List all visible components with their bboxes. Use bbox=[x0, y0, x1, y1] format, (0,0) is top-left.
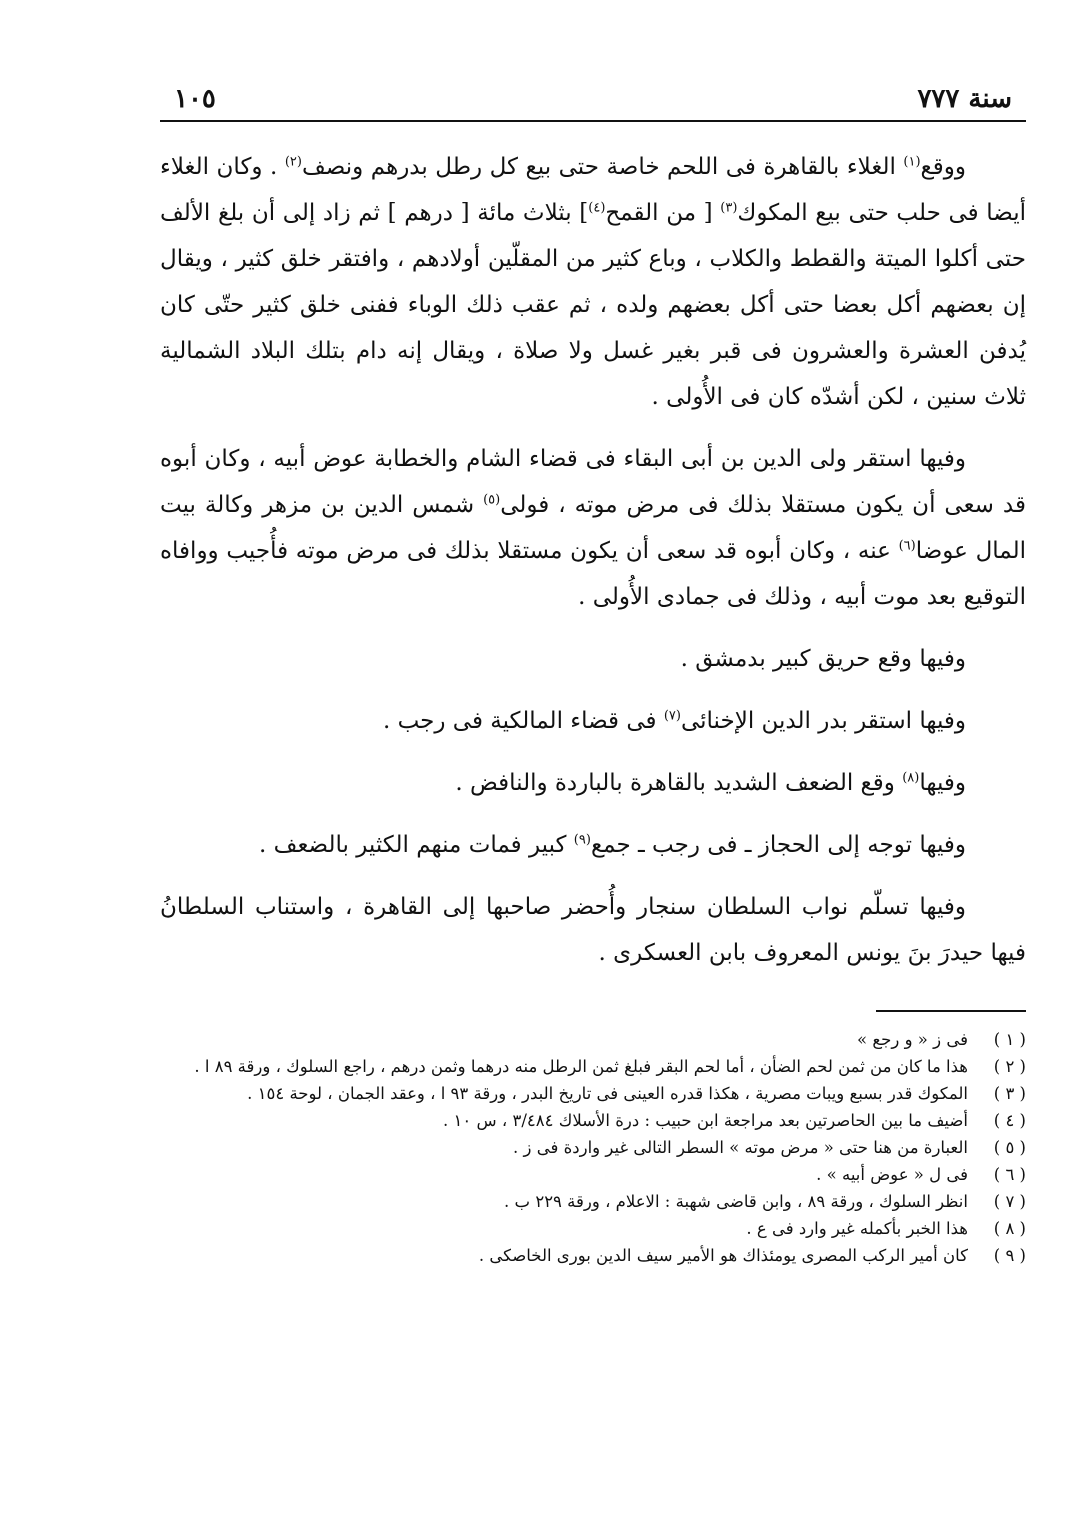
footnote-number: ( ٦ ) bbox=[993, 1165, 1026, 1184]
footnote-reference: (٣) bbox=[720, 200, 738, 216]
footnote-reference: (٩) bbox=[573, 832, 591, 848]
paragraph bbox=[160, 698, 1026, 744]
text-segment: عنه ، وكان أبوه قد سعى أن يكون مستقلا بذلك فى مرض موته فأُجيب ووافاه التوقيع بعد موت أبيه ، وذلك فى جمادى الأُولى . bbox=[160, 538, 1026, 610]
text-segment: وفيها تسلّم نواب السلطان سنجار وأُحضر صاحبها إلى القاهرة ، واستناب السلطانُ فيها حيدرَ بنَ يونس المعروف بابن العسكرى . bbox=[160, 894, 1026, 966]
footnotes bbox=[160, 1026, 1026, 1269]
footnote-reference: (٧) bbox=[663, 708, 681, 724]
footnote bbox=[160, 1161, 1026, 1188]
footnote-reference: (٥) bbox=[483, 492, 501, 508]
footnote-number: ( ٣ ) bbox=[993, 1084, 1026, 1103]
paragraph bbox=[160, 144, 1026, 420]
footnote-text: كان أمير الركب المصرى يومئذاك هو الأمير سيف الدين بورى الخاصكى . bbox=[478, 1246, 968, 1265]
text-segment: ووقع bbox=[920, 154, 966, 180]
footnote-reference: (٤) bbox=[588, 200, 606, 216]
main-text bbox=[160, 144, 1026, 976]
text-segment: وفيها bbox=[919, 770, 966, 796]
footnote-number: ( ٤ ) bbox=[993, 1111, 1026, 1130]
footnote-number: ( ٨ ) bbox=[993, 1219, 1026, 1238]
footnote-text: فى ز « و رجع » bbox=[857, 1030, 968, 1049]
footnote bbox=[160, 1215, 1026, 1242]
footnote-number: ( ٢ ) bbox=[993, 1057, 1026, 1076]
footnote bbox=[160, 1242, 1026, 1269]
text-segment: . وكان الغلاء أيضا فى حلب حتى بيع المكوك bbox=[160, 154, 1026, 226]
text-segment: وفيها استقر ولى الدين بن أبى البقاء فى قضاء الشام والخطابة عوض أبيه ، وكان أبوه قد سعى أن يكون مستقلا بذلك فى مرض موته ، فولى bbox=[160, 446, 1026, 518]
footnote-number: ( ٧ ) bbox=[993, 1192, 1026, 1211]
text-segment: وقع الضعف الشديد بالقاهرة بالباردة والنافض . bbox=[455, 770, 903, 796]
text-segment: وفيها توجه إلى الحجاز ـ فى رجب ـ جمع bbox=[590, 832, 966, 858]
footnote bbox=[160, 1134, 1026, 1161]
footnote-reference: (٢) bbox=[284, 154, 302, 170]
text-segment: ] بثلاث مائة [ درهم ] ثم زاد إلى أن بلغ الألف حتى أكلوا الميتة والقطط والكلاب ، وباع كثير من المقلّين أولادهم ، وافتقر خلق كثير ، ويقال إن بعضهم أكل بعضا حتى أكل بعضهم ولده ، ثم عقب ذلك الوباء ففنى خلق كثير حتّى كان يُدفن العشرة والعشرون فى قبر بغير غسل ولا صلاة ، ويقال إنه دام بتلك البلاد الشمالية ثلاث سنين ، لكن أشدّه كان فى الأُولى . bbox=[160, 200, 1026, 410]
footnote-number: ( ١ ) bbox=[993, 1030, 1026, 1049]
footnote-text: فى ل « عوض أبيه » . bbox=[816, 1165, 968, 1184]
running-header bbox=[160, 70, 1026, 122]
footnote-number: ( ٩ ) bbox=[993, 1246, 1026, 1265]
footnote-text: هذا ما كان من ثمن لحم الضأن ، أما لحم البقر فبلغ ثمن الرطل منه درهما وثمن درهم ، راجع السلوك ، ورقة ٨٩ ا . bbox=[194, 1057, 968, 1076]
text-segment: وفيها استقر بدر الدين الإخنائى bbox=[680, 708, 966, 734]
footnote-text: العبارة من هنا حتى « مرض موته » السطر التالى غير واردة فى ز . bbox=[513, 1138, 968, 1157]
footnote bbox=[160, 1080, 1026, 1107]
paragraph bbox=[160, 636, 1026, 682]
footnote bbox=[160, 1026, 1026, 1053]
text-segment: الغلاء بالقاهرة فى اللحم خاصة حتى بيع كل رطل بدرهم ونصف bbox=[301, 154, 904, 180]
footnote-text: هذا الخبر بأكمله غير وارد فى ع . bbox=[746, 1219, 968, 1238]
text-segment: كبير فمات منهم الكثير بالضعف . bbox=[259, 832, 574, 858]
header-year: سنة ٧٧٧ bbox=[917, 84, 1012, 114]
paragraph bbox=[160, 884, 1026, 976]
footnote bbox=[160, 1107, 1026, 1134]
text-segment: شمس الدين بن مزهر وكالة بيت المال عوضا bbox=[160, 492, 1026, 564]
book-page bbox=[160, 70, 1026, 1510]
footnote-divider bbox=[876, 1010, 1026, 1012]
text-segment: وفيها وقع حريق كبير بدمشق . bbox=[680, 646, 966, 672]
paragraph bbox=[160, 760, 1026, 806]
footnote bbox=[160, 1188, 1026, 1215]
footnote-number: ( ٥ ) bbox=[993, 1138, 1026, 1157]
footnote bbox=[160, 1053, 1026, 1080]
footnote-text: المكوك قدر بسبع ويبات مصرية ، هكذا قدره العينى فى تاريخ البدر ، ورقة ٩٣ ا ، وعقد الجمان ، لوحة ١٥٤ . bbox=[247, 1084, 968, 1103]
footnote-reference: (٨) bbox=[902, 770, 920, 786]
page-number: ١٠٥ bbox=[174, 84, 216, 114]
paragraph bbox=[160, 436, 1026, 620]
paragraph bbox=[160, 822, 1026, 868]
footnote-reference: (٦) bbox=[898, 538, 916, 554]
text-segment: [ من القمح bbox=[605, 200, 721, 226]
text-segment: فى قضاء المالكية فى رجب . bbox=[382, 708, 664, 734]
footnote-reference: (١) bbox=[903, 154, 921, 170]
footnote-text: أضيف ما بين الحاصرتين بعد مراجعة ابن حبيب : درة الأسلاك ٣/٤٨٤ ، س ١٠ . bbox=[443, 1111, 968, 1130]
footnote-text: انظر السلوك ، ورقة ٨٩ ، وابن قاضى شهبة : الاعلام ، ورقة ٢٢٩ ب . bbox=[504, 1192, 968, 1211]
